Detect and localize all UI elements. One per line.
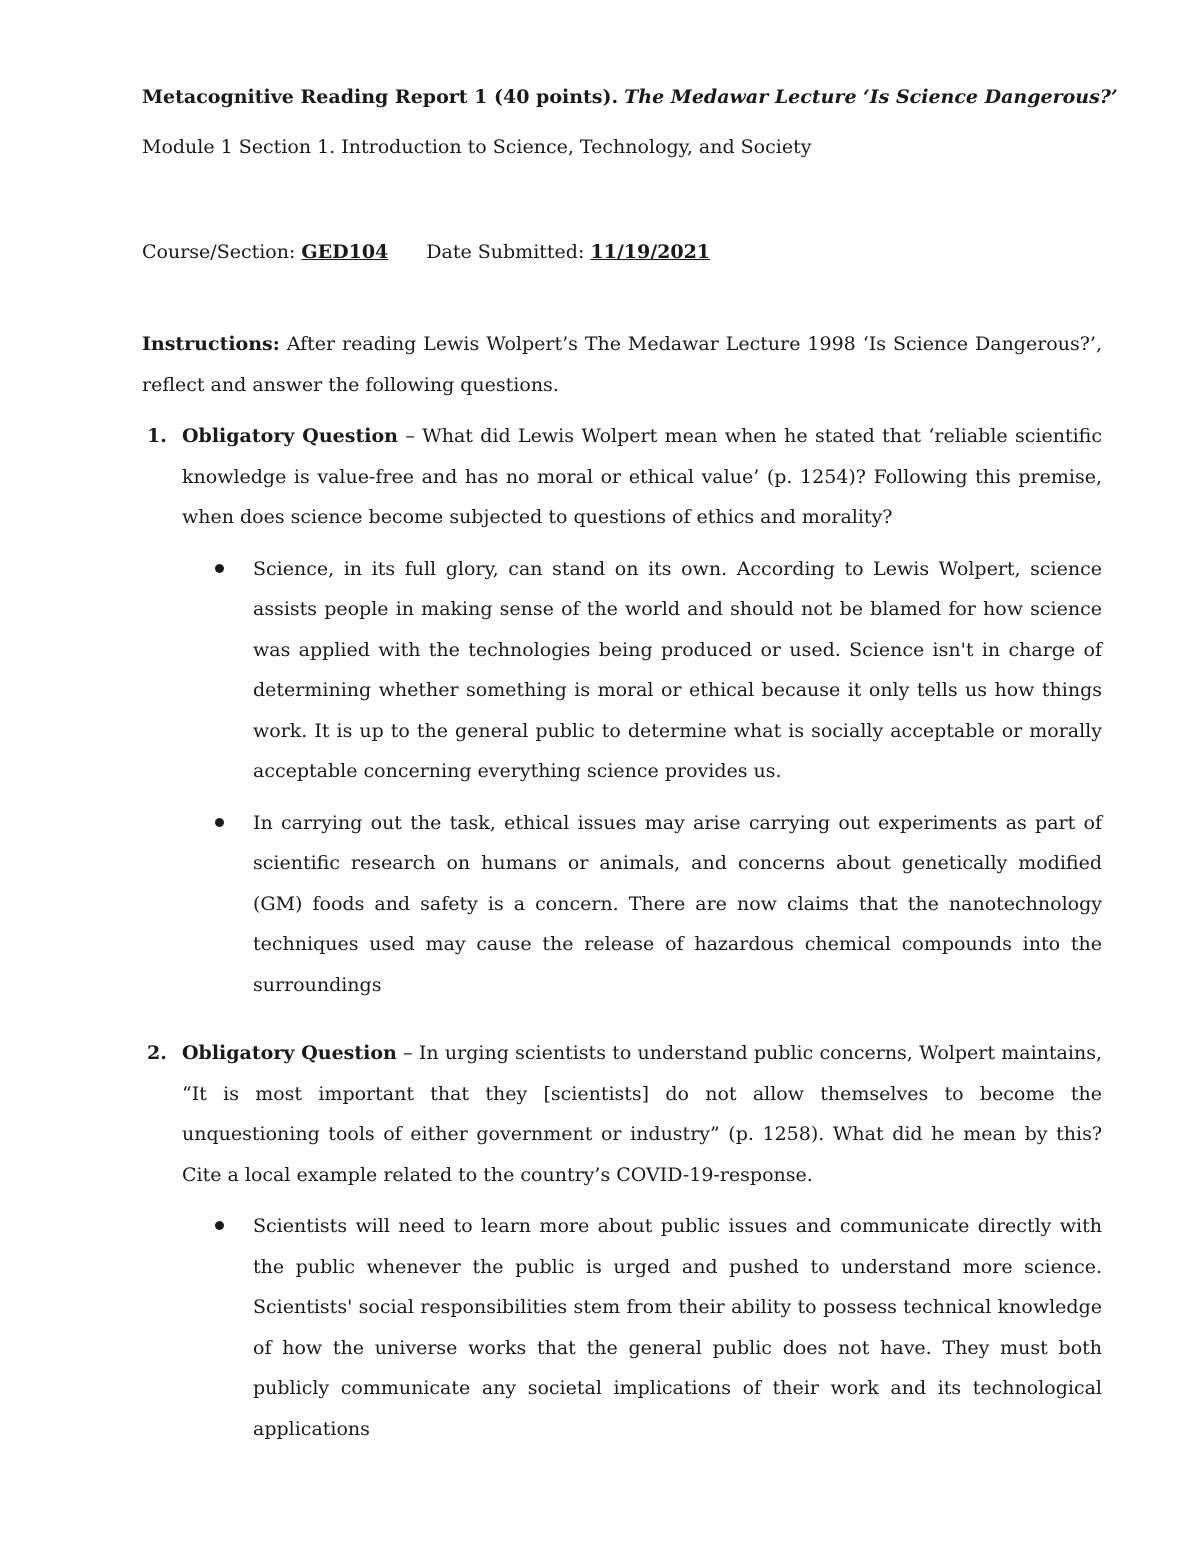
instructions-text: After reading Lewis Wolpert’s The Medawar Lecture 1998 ‘Is Science Dangerous?’, reflect and answer the following questions. — [142, 333, 1102, 396]
report-title — [142, 83, 1118, 111]
course-section-value: GED104 — [301, 241, 389, 263]
question-2 — [142, 1033, 1102, 1449]
question-label: Obligatory Question — [182, 1042, 397, 1064]
question-text: – In urging scientists to understand public concerns, Wolpert maintains, “It is most important that they [scientists] do not allow themselves to become the unquestioning tools of either government or industry” (p. 1258). What did he mean by this? Cite a local example related to the country’s COVID-19-response. — [182, 1042, 1102, 1186]
answer-bullet — [253, 1206, 1102, 1449]
answer-text: In carrying out the task, ethical issues may arise carrying out experiments as part of scientific research on humans or animals, and concerns about genetically modified (GM) foods and safety is a concern. There are now claims that the nanotechnology techniques used may cause the release of hazardous chemical compounds into the surroundings — [253, 811, 1102, 996]
question-prompt — [182, 416, 1102, 538]
date-submitted-label: Date Submitted: — [426, 241, 591, 263]
question-label: Obligatory Question — [182, 425, 398, 447]
bullet-icon — [215, 564, 224, 573]
instructions-paragraph — [142, 324, 1102, 405]
answer-bullet — [253, 549, 1102, 792]
report-title-lecture: The Medawar Lecture ‘Is Science Dangerous?’ — [624, 86, 1118, 108]
question-number: 1. — [147, 425, 167, 447]
bullet-icon — [215, 818, 224, 827]
bullet-icon — [215, 1221, 224, 1230]
question-number: 2. — [147, 1042, 167, 1064]
answer-text: Scientists will need to learn more about public issues and communicate directly with the public whenever the public is urged and pushed to understand more science. Scientists' social responsibilities stem from their ability to possess technical knowledge of how the universe works that the general public does not have. They must both publicly communicate any societal implications of their work and its technological applications — [253, 1215, 1102, 1440]
instructions-label: Instructions: — [142, 333, 280, 355]
question-text: – What did Lewis Wolpert mean when he stated that ‘reliable scientific knowledge is value-free and has no moral or ethical value’ (p. 1254)? Following this premise, when does science become subjected to questions of ethics and morality? — [182, 425, 1102, 528]
report-title-main: Metacognitive Reading Report 1 (40 points). — [142, 86, 619, 108]
question-prompt — [182, 1033, 1102, 1195]
answer-text: Science, in its full glory, can stand on its own. According to Lewis Wolpert, science assists people in making sense of the world and should not be blamed for how science was applied with the technologies being produced or used. Science isn't in charge of determining whether something is moral or ethical because it only tells us how things work. It is up to the general public to determine what is socially acceptable or morally acceptable concerning everything science provides us. — [253, 557, 1102, 782]
answer-bullet — [253, 803, 1102, 1006]
course-section-label: Course/Section: — [142, 241, 302, 263]
course-info-line — [142, 238, 710, 266]
module-subtitle: Module 1 Section 1. Introduction to Science, Technology, and Society — [142, 136, 812, 158]
question-1 — [142, 416, 1102, 1005]
date-submitted-value: 11/19/2021 — [590, 241, 711, 263]
